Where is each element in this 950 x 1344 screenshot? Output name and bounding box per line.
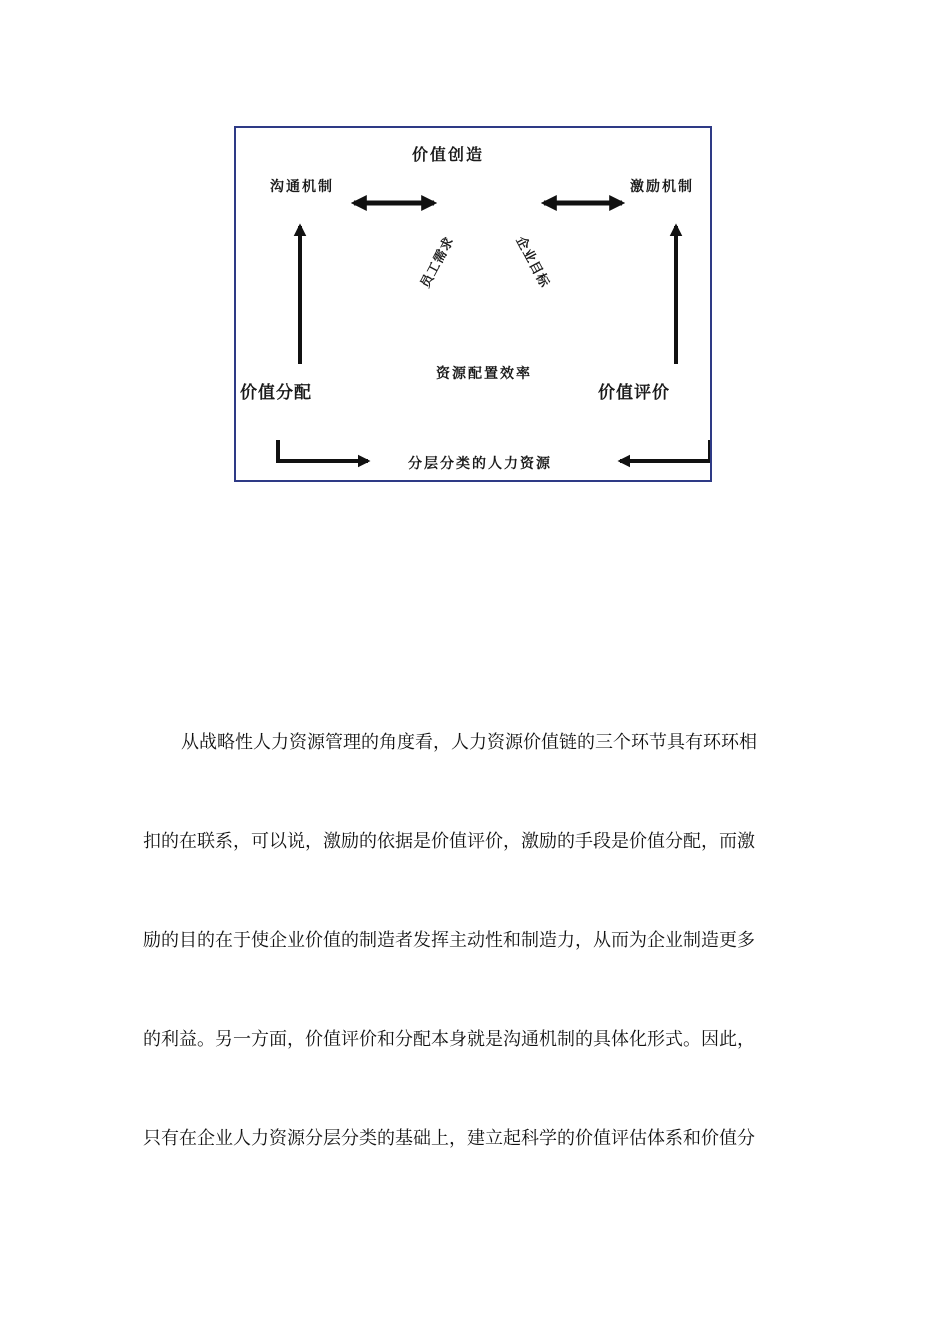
label-incentive: 激励机制 bbox=[630, 179, 694, 195]
paragraph-line: 的利益。另一方面，价值评价和分配本身就是沟通机制的具体化形式。因此， bbox=[143, 1029, 755, 1050]
bent-arrow-right bbox=[620, 440, 710, 461]
label-value-distribution: 价值分配 bbox=[240, 383, 312, 403]
paragraph-line: 扣的在联系，可以说，激励的依据是价值评价，激励的手段是价值分配，而激 bbox=[143, 831, 755, 852]
bent-arrow-left bbox=[278, 440, 368, 461]
label-enterprise-goals: 企业目标 bbox=[512, 234, 553, 291]
paragraph-line: 励的目的在于使企业价值的制造者发挥主动性和制造力，从而为企业制造更多 bbox=[143, 930, 755, 951]
label-hr-layers: 分层分类的人力资源 bbox=[408, 456, 552, 472]
label-value-evaluation: 价值评价 bbox=[598, 383, 670, 403]
paragraph-line: 从战略性人力资源管理的角度看，人力资源价值链的三个环节具有环环相 bbox=[181, 732, 757, 753]
label-communication: 沟通机制 bbox=[270, 179, 334, 195]
paragraph-line: 只有在企业人力资源分层分类的基础上，建立起科学的价值评估体系和价值分 bbox=[143, 1128, 755, 1149]
value-chain-diagram bbox=[234, 126, 712, 482]
body-paragraph bbox=[143, 728, 811, 1223]
label-employee-needs: 员工需求 bbox=[418, 234, 458, 291]
label-resource-efficiency: 资源配置效率 bbox=[436, 366, 532, 382]
label-value-creation: 价值创造 bbox=[412, 145, 485, 164]
